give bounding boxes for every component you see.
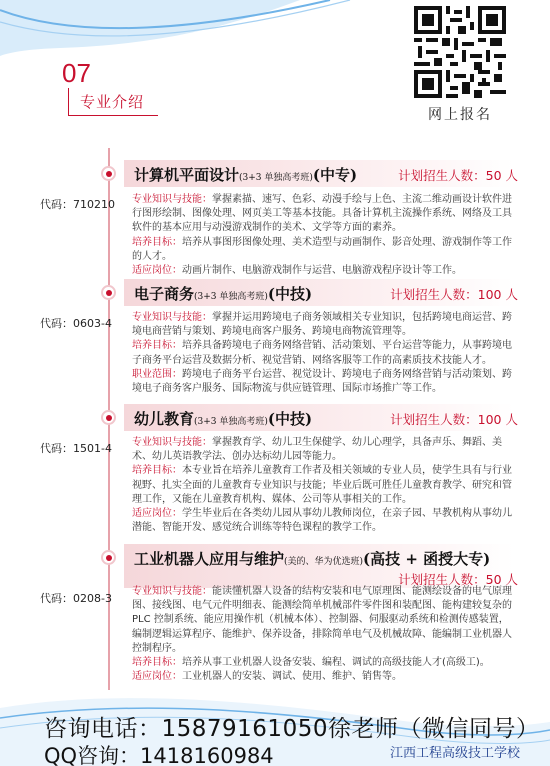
school-name: 江西工程高级技工学校 — [390, 746, 521, 761]
program-name: 工业机器人应用与维护 — [134, 550, 285, 568]
section-label: 适应岗位： — [132, 508, 182, 520]
contact-qq: QQ咨询：1418160984 — [44, 744, 274, 766]
enrollment-plan: 计划招生人数：100 人 — [390, 412, 518, 427]
section-text: 动画片制作、电脑游戏制作与运营、电脑游戏程序设计等工作。 — [182, 265, 462, 277]
section-text: 掌握并运用跨境电子商务领域相关专业知识，包括跨境电商运营、跨境电商营销与策划、跨境电商客户服务、跨境电商物流管理等。 — [132, 312, 512, 338]
program-name: 计算机平面设计 — [134, 166, 240, 184]
section-text: 工业机器人的安装、调试、使用、维护、销售等。 — [182, 671, 402, 683]
program-code: 代码：1501-4 — [40, 442, 112, 455]
section-label: 专业知识与技能： — [132, 437, 212, 448]
program-tag: (3+3 单独高考班) — [194, 417, 268, 427]
section-text: 本专业旨在培养儿童教育工作者及相关领域的专业人员，使学生具有与行业视野、扎实全面的儿童教育专业知识与技能；毕业后既可胜任儿童教育教学、研究和管理工作，又能在儿童教育机构、媒体、公司等从事相关的工作。 — [132, 465, 512, 505]
section-label: 专业知识与技能： — [132, 194, 212, 205]
program-level: (中专) — [312, 166, 358, 184]
program-level: (中技) — [267, 285, 313, 303]
program-title — [134, 283, 312, 304]
program-level: (高技 + 函授大专) — [363, 550, 491, 568]
program-code: 代码：710210 — [40, 198, 115, 211]
program-description — [132, 193, 516, 278]
online-registration-label: 网上报名 — [428, 107, 492, 123]
timeline-dot — [101, 410, 116, 425]
section-text: 学生毕业后在各类幼儿园从事幼儿教师岗位，在亲子园、早教机构从事幼儿潜能、智能开发、感觉统合训练等特色课程的教学工作。 — [132, 508, 512, 534]
program-description — [132, 436, 516, 535]
section-label: 适应岗位： — [132, 671, 182, 683]
program-tag: (3+3 单独高考班) — [194, 292, 268, 302]
program-code: 代码：0603-4 — [40, 317, 112, 330]
program-title — [134, 164, 357, 185]
qr-code-icon[interactable] — [414, 6, 506, 98]
timeline-dot — [101, 550, 116, 565]
section-label: 培养目标： — [132, 340, 182, 352]
section-title: 专业介绍 — [80, 93, 145, 111]
section-label: 专业知识与技能： — [132, 312, 212, 323]
enrollment-plan: 计划招生人数：100 人 — [390, 287, 518, 302]
section-text: 掌握素描、速写、色彩、动漫手绘与上色、主流二维动画设计软件进行图形绘制、图像处理、网页美工等基本技能。具备计算机主流操作系统、网络及工具软件的基本应用与动漫游戏制作的美术、文学等方面的素养。 — [132, 194, 512, 234]
section-text: 能读懂机器人设备的结构安装和电气原理图、能测绘设备的电气原理图、接线图、电气元件明细表、能测绘简单机械部件零件图和装配图、能构建较复杂的 PLC 控制系统、能应用操作机（机械本体）、控制器、伺服驱动系统和检测传感装置，编制逻辑运算程序、能维护、保养设备，排除简单电气及机械故障、能编制工业机器人控制程序。 — [132, 586, 512, 654]
timeline-dot — [101, 166, 116, 181]
section-text: 培养从事图形图像处理、美术造型与动画制作、影音处理、游戏制作等工作的人才。 — [132, 236, 512, 262]
contact-phone: 咨询电话：15879161050徐老师（微信同号） — [44, 716, 540, 742]
timeline-dot — [101, 285, 116, 300]
program-description — [132, 585, 516, 684]
program-name: 电子商务 — [134, 285, 195, 303]
program-tag: (3+3 单独高考班) — [239, 173, 313, 183]
program-name: 幼儿教育 — [134, 410, 195, 428]
section-label: 培养目标： — [132, 465, 182, 477]
section-label: 适应岗位： — [132, 265, 182, 277]
section-number: 07 — [62, 58, 91, 88]
section-label: 职业范围： — [132, 368, 182, 380]
section-label: 培养目标： — [132, 236, 182, 248]
section-text: 跨境电子商务平台运营、视觉设计、跨境电子商务网络营销与活动策划、跨境电子商务客户服务、国际物流与供应链管理、国际市场推广等工作。 — [132, 368, 512, 395]
program-title — [134, 408, 312, 429]
program-title — [134, 548, 490, 569]
section-text: 培养具备跨境电子商务网络营销、活动策划、平台运营等能力，从事跨境电子商务平台运营及数据分析、视觉营销、网络客服等工作的高素质技术技能人才。 — [132, 340, 512, 366]
enrollment-plan: 计划招生人数：50 人 — [398, 572, 518, 587]
section-text: 掌握教育学、幼儿卫生保健学、幼儿心理学，具备声乐、舞蹈、美术、幼儿英语教学法、创办达标幼儿园等能力。 — [132, 437, 502, 463]
section-text: 培养从事工业机器人设备安装、编程、调试的高级技能人才(高级工)。 — [182, 657, 490, 669]
program-description — [132, 311, 516, 396]
section-label: 专业知识与技能： — [132, 586, 212, 597]
section-label: 培养目标： — [132, 657, 182, 669]
program-level: (中技) — [267, 410, 313, 428]
program-code: 代码：0208-3 — [40, 592, 112, 605]
enrollment-plan: 计划招生人数：50 人 — [398, 168, 518, 183]
program-tag: (美的、华为优选班) — [284, 557, 364, 567]
